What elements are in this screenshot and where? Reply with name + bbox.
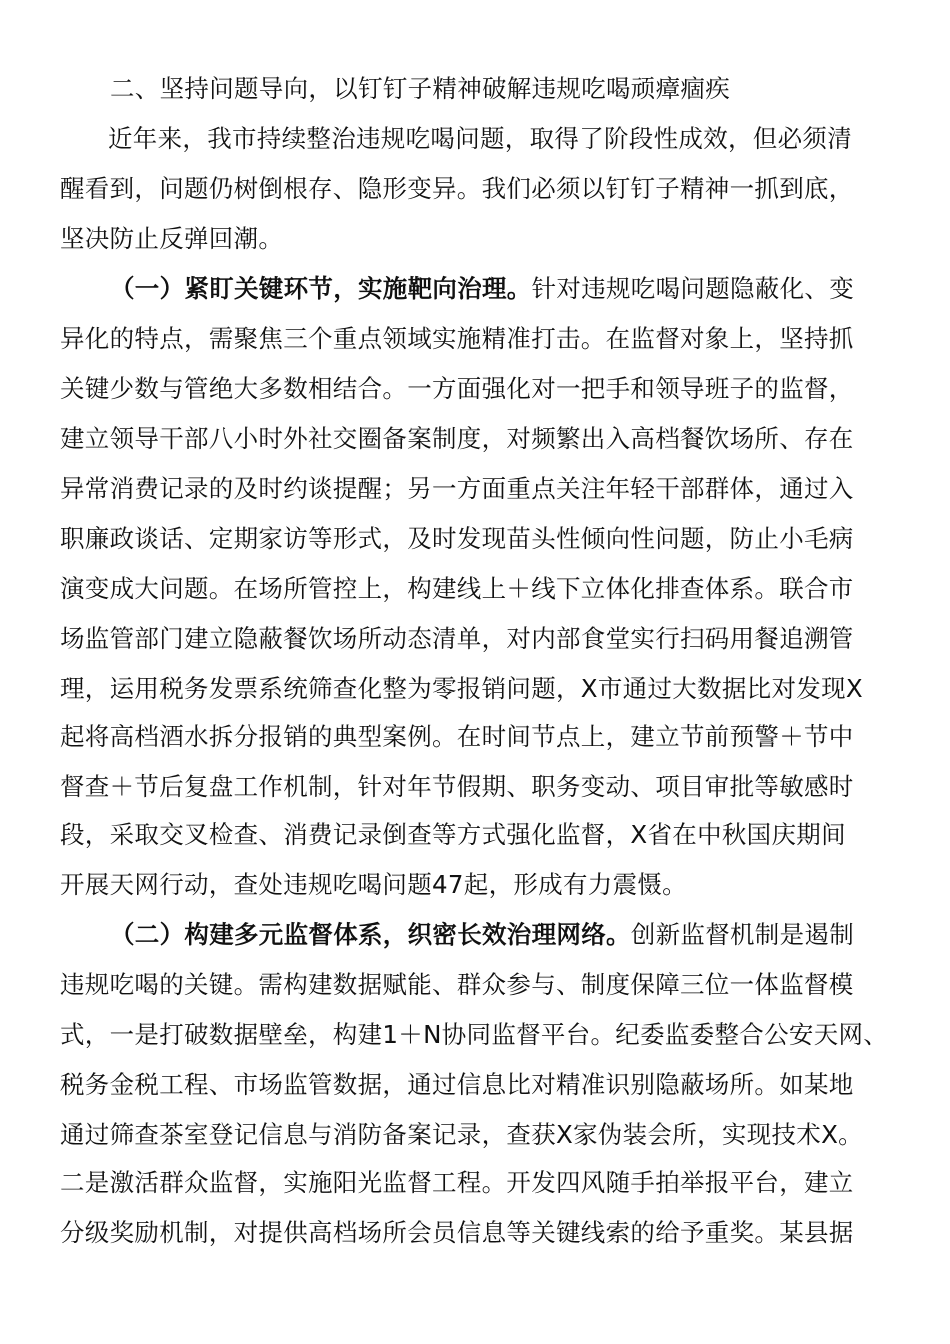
section2-line: 通过筛查茶室登记信息与消防备案记录，查获X家伪装会所，实现技术X。	[60, 1120, 863, 1149]
section2-line: 二是激活群众监督，实施阳光监督工程。开发四风随手拍举报平台，建立	[60, 1168, 854, 1197]
intro-line-2: 醒看到，问题仍树倒根存、隐形变异。我们必须以钉钉子精神一抓到底，	[60, 174, 854, 203]
section-heading: 二、坚持问题导向，以钉钉子精神破解违规吃喝顽瘴痼疾	[110, 74, 730, 103]
section2-line: 式，一是打破数据壁垒，构建1＋N协同监督平台。纪委监委整合公安天网、	[60, 1020, 889, 1049]
section1-line: 职廉政谈话、定期家访等形式，及时发现苗头性倾向性问题，防止小毛病	[60, 524, 854, 553]
intro-line-1: 近年来，我市持续整治违规吃喝问题，取得了阶段性成效，但必须清	[108, 124, 852, 153]
section1-line: 段，采取交叉检查、消费记录倒查等方式强化监督，X省在中秋国庆期间	[60, 820, 846, 849]
section1-line: 起将高档酒水拆分报销的典型案例。在时间节点上，建立节前预警＋节中	[60, 722, 854, 751]
section1-line: 异常消费记录的及时约谈提醒；另一方面重点关注年轻干部群体，通过入	[60, 474, 854, 503]
section2-title: （二）构建多元监督体系，织密长效治理网络。	[110, 920, 631, 949]
section1-line: 建立领导干部八小时外社交圈备案制度，对频繁出入高档餐饮场所、存在	[60, 424, 854, 453]
section1-line: 理，运用税务发票系统筛查化整为零报销问题，X市通过大数据比对发现X	[60, 674, 863, 703]
section1-line: 督查＋节后复盘工作机制，针对年节假期、职务变动、项目审批等敏感时	[60, 772, 854, 801]
section2-line: 违规吃喝的关键。需构建数据赋能、群众参与、制度保障三位一体监督模	[60, 970, 854, 999]
section2-first-line-text: 创新监督机制是遏制	[630, 920, 855, 949]
intro-line-3: 坚决防止反弹回潮。	[60, 224, 284, 253]
section1-line: 异化的特点，需聚焦三个重点领域实施精准打击。在监督对象上，坚持抓	[60, 324, 854, 353]
section1-first-line-text: 针对违规吃喝问题隐蔽化、变	[531, 274, 855, 303]
section1-line: 开展天网行动，查处违规吃喝问题47起，形成有力震慑。	[60, 870, 687, 899]
section1-line: 关键少数与管绝大多数相结合。一方面强化对一把手和领导班子的监督，	[60, 374, 854, 403]
section2-line: 分级奖励机制，对提供高档场所会员信息等关键线索的给予重奖。某县据	[60, 1218, 854, 1247]
section1-first-line	[110, 274, 854, 304]
section1-title: （一）紧盯关键环节，实施靶向治理。	[110, 274, 532, 303]
section2-line: 税务金税工程、市场监管数据，通过信息比对精准识别隐蔽场所。如某地	[60, 1070, 854, 1099]
section1-line: 演变成大问题。在场所管控上，构建线上＋线下立体化排查体系。联合市	[60, 574, 854, 603]
section1-line: 场监管部门建立隐蔽餐饮场所动态清单，对内部食堂实行扫码用餐追溯管	[60, 624, 854, 653]
section2-first-line	[110, 920, 854, 950]
